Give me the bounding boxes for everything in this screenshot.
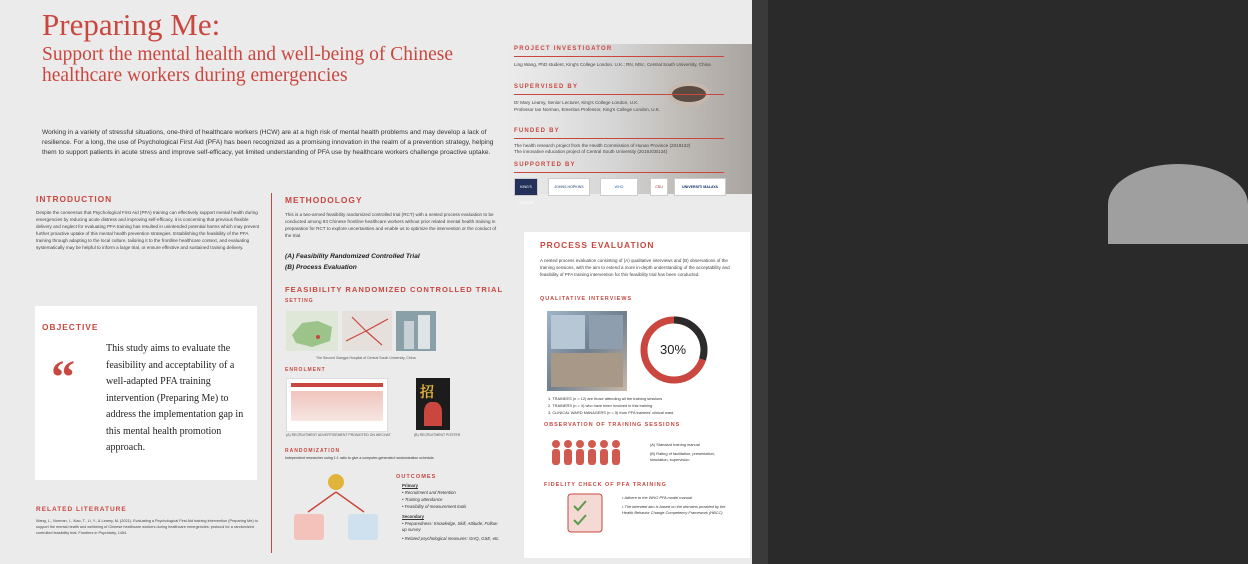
- universiti-malaya-logo: UNIVERSITI MALAYA: [674, 178, 726, 196]
- interview-photo: [551, 315, 585, 349]
- intro-paragraph: Working in a variety of stressful situations, one-third of healthcare workers (HCW) are at a high risk of mental health problems and may develop a lack of resilience. For a long, the use of Psychological First Aid (PFA) has been recognized as a promising innovation in the realm of a prevention strategy, helping them to support patients in acute stress and improve self-efficacy, yet limited understanding of PFA use by healthcare workers challenge proactive uptake.: [42, 129, 494, 156]
- recruitment-poster: [416, 378, 450, 430]
- primary-item-text: Training attendance: [404, 497, 443, 502]
- advert-banner: [291, 383, 383, 387]
- setting-caption: The Second Xiangya Hospital of Central South University, China: [316, 356, 416, 360]
- title-sub: Support the mental health and well-being of Chinese healthcare workers during emergencies: [42, 44, 454, 86]
- methodology-text: This is a two-armed feasibility randomized controlled trial (RCT) with a nested process evaluation to be conducted among 93 Chinese frontline healthcare workers without prior related mental health training in preparation for RCT to explore uncertainties and enable us to optimize the intervention or the conduct of the trial.: [285, 212, 497, 239]
- poster-glyph: 招: [420, 384, 434, 400]
- investigator-heading: PROJECT INVESTIGATOR: [514, 46, 613, 52]
- funded-text-1: The health research project from the Health Commission of Hunan Province (2019132): [514, 143, 691, 148]
- quote-icon: “: [51, 351, 75, 404]
- objective-text: This study aims to evaluate the feasibility and acceptability of a well-adapted PFA training intervention (Preparing Me) to address the implementation gap in this mental health promotion approach.: [106, 343, 244, 453]
- primary-label: Primary: [402, 483, 419, 488]
- process-text: A nested process evaluation consisting of (A) qualitative interviews and (B) observations of the training sessions, with the aim to extend a more in-depth understanding of the acceptability and feasibility of PFA training intervention for this feasibility trial has been conducted.: [540, 258, 730, 277]
- supervised-text-1: Dr Mary Leamy, Senior Lecturer, King's College London, U.K.: [514, 100, 639, 105]
- building-shape: [404, 321, 414, 349]
- objective-heading: OBJECTIVE: [42, 322, 99, 332]
- managers-text: 3. CLINICAL WARD MANAGERS (n = 5) from PFA trainees' clinical ward: [548, 410, 674, 415]
- introduction-text: Despite the consensus that Psychological First Aid (PFA) training can effectively support mental health during emergencies by reducing acute distress and improving self-efficacy, it is concerning that previous flexible delivery and neglect for evaluating PFA training has resulted in unintended potential harms which may prevent further proactive uptake of this mental health prevention strategies. Establishing the feasibility of the PFA training through adapting to the local culture, tailoring it to the frontline healthcare context, and evaluating systematically may be helpful to inform a large trial, or ensure effective and sustained training delivery.: [36, 210, 260, 251]
- intervention-group: [294, 514, 324, 540]
- location-marker: [316, 335, 320, 339]
- secondary-item: • Preparedness: Knowledge, Skill, Attitude; Follow-up survey: [402, 521, 499, 532]
- investigator-text: Ling Wang, PhD student, King's College London, U.K.; RN, MSc, Central South University, China: [514, 62, 711, 67]
- observation-b: (B) Rating of facilitation, presentation, simulation, supervision: [650, 451, 715, 462]
- who-logo: WHO: [600, 178, 638, 196]
- secondary-item-text: Preparedness: Knowledge, Skill, Attitude; Follow-up survey: [402, 521, 499, 532]
- primary-item: • Feasibility of measurement tools: [402, 504, 467, 509]
- people-icons: [548, 432, 622, 474]
- building-shape: [418, 315, 430, 349]
- divider: [514, 138, 724, 139]
- interview-photo: [551, 353, 623, 387]
- interview-photos: [547, 311, 627, 391]
- primary-item: • Recruitment and Retention: [402, 490, 456, 495]
- csu-logo: CSU: [650, 178, 668, 196]
- randomization-diagram: [288, 472, 384, 544]
- introduction-heading: INTRODUCTION: [36, 194, 113, 204]
- poster-figure: [424, 402, 442, 426]
- supervised-heading: SUPERVISED BY: [514, 84, 579, 90]
- people-icon-group: [552, 440, 620, 465]
- divider: [514, 56, 724, 57]
- process-heading: PROCESS EVALUATION: [540, 240, 655, 250]
- qualitative-heading: QUALITATIVE INTERVIEWS: [540, 296, 633, 302]
- setting-maps: [286, 311, 436, 353]
- randomization-text: Independent researcher using 1:1 ratio to give a computer-generated randomization schedule.: [285, 456, 435, 460]
- frct-heading: FEASIBILITY RANDOMIZED CONTROLLED TRIAL: [285, 285, 504, 294]
- interview-photo: [589, 315, 623, 349]
- funded-text-2: The innovative education project of Central South University (2019JGB134): [514, 149, 668, 154]
- scrollbar[interactable]: [752, 0, 768, 564]
- methodology-heading: METHODOLOGY: [285, 195, 363, 205]
- enrolment-caption-b: (B) RECRUITMENT POSTER: [414, 433, 461, 437]
- poster-title: [42, 8, 492, 86]
- trainers-text: 2. TRAINERS (n = 4) who have been involved in this training: [548, 403, 653, 408]
- control-group: [348, 514, 378, 540]
- divider: [514, 94, 724, 95]
- fidelity-2: • The intended aim is based on the domains provided by the Health Behavior Change Competency Framework (HBCC): [622, 504, 726, 515]
- observation-heading: OBSERVATION OF TRAINING SESSIONS: [544, 422, 681, 428]
- sponsor-logos: [514, 178, 734, 205]
- related-heading: RELATED LITERATURE: [36, 506, 127, 513]
- secondary-item-text: Related psychological measures: GHQ, GSE, etc.: [404, 536, 500, 541]
- fidelity-2-text: The intended aim is based on the domains provided by the Health Behavior Change Competency Framework (HBCC): [622, 504, 726, 515]
- participant-group: [328, 474, 344, 490]
- enrolment-label: ENROLMENT: [285, 367, 326, 373]
- column-divider: [271, 193, 272, 553]
- outcomes-label: OUTCOMES: [396, 474, 437, 480]
- johns-hopkins-logo: JOHNS HOPKINS: [548, 178, 590, 196]
- primary-item: • Training attendance: [402, 497, 443, 502]
- funded-heading: FUNDED BY: [514, 128, 560, 134]
- enrolment-caption-a: (A) RECRUITMENT ADVERTISEMENT PROMOTED ON WECHAT: [286, 433, 391, 437]
- fidelity-checklist-icon: [558, 492, 618, 534]
- aim-a: (A) Feasibility Randomized Controlled Trial: [285, 253, 420, 260]
- primary-item-text: Feasibility of measurement tools: [404, 504, 467, 509]
- arrow-lines: [308, 492, 364, 512]
- divider: [514, 172, 724, 173]
- observation-a: (A) Standard training manual: [650, 442, 700, 447]
- primary-item-text: Recruitment and Retention: [404, 490, 456, 495]
- secondary-item: • Related psychological measures: GHQ, GSE, etc.: [402, 536, 500, 541]
- percentage-label: 30%: [660, 342, 687, 357]
- mask-shape: [1108, 164, 1248, 244]
- title-main: Preparing Me:: [42, 7, 221, 42]
- fidelity-1: • Adhere to the WHO PFA model manual: [622, 495, 692, 500]
- wechat-advert: [286, 378, 388, 432]
- supervised-text-2: Professor Ian Norman, Emeritus Professor, King's College London, U.K.: [514, 107, 661, 112]
- aim-b: (B) Process Evaluation: [285, 264, 357, 271]
- trainees-text: 1. TRAINEES (n = 12) are those attending all the training sessions: [548, 396, 663, 401]
- advert-body: [291, 391, 383, 421]
- fidelity-heading: FIDELITY CHECK OF PFA TRAINING: [544, 482, 667, 488]
- supported-heading: SUPPORTED BY: [514, 162, 576, 168]
- setting-label: SETTING: [285, 298, 314, 304]
- randomization-label: RANDOMIZATION: [285, 448, 341, 454]
- kings-logo: KING'S LONDON: [514, 178, 538, 196]
- secondary-label: Secondary: [402, 514, 424, 519]
- related-text: Wang, L., Norman, I., Xiao, T., Li, Y., & Leamy, M. (2021). Evaluating a Psychological First Aid training intervention (Preparing Me) to support the mental health and wellbeing of Chinese healthcare workers during healthcare emergencies: protocol for a randomized controlled feasibility trial. Frontiers in Psychiatry, 1454.: [36, 519, 258, 535]
- fidelity-1-text: Adhere to the WHO PFA model manual: [624, 495, 692, 500]
